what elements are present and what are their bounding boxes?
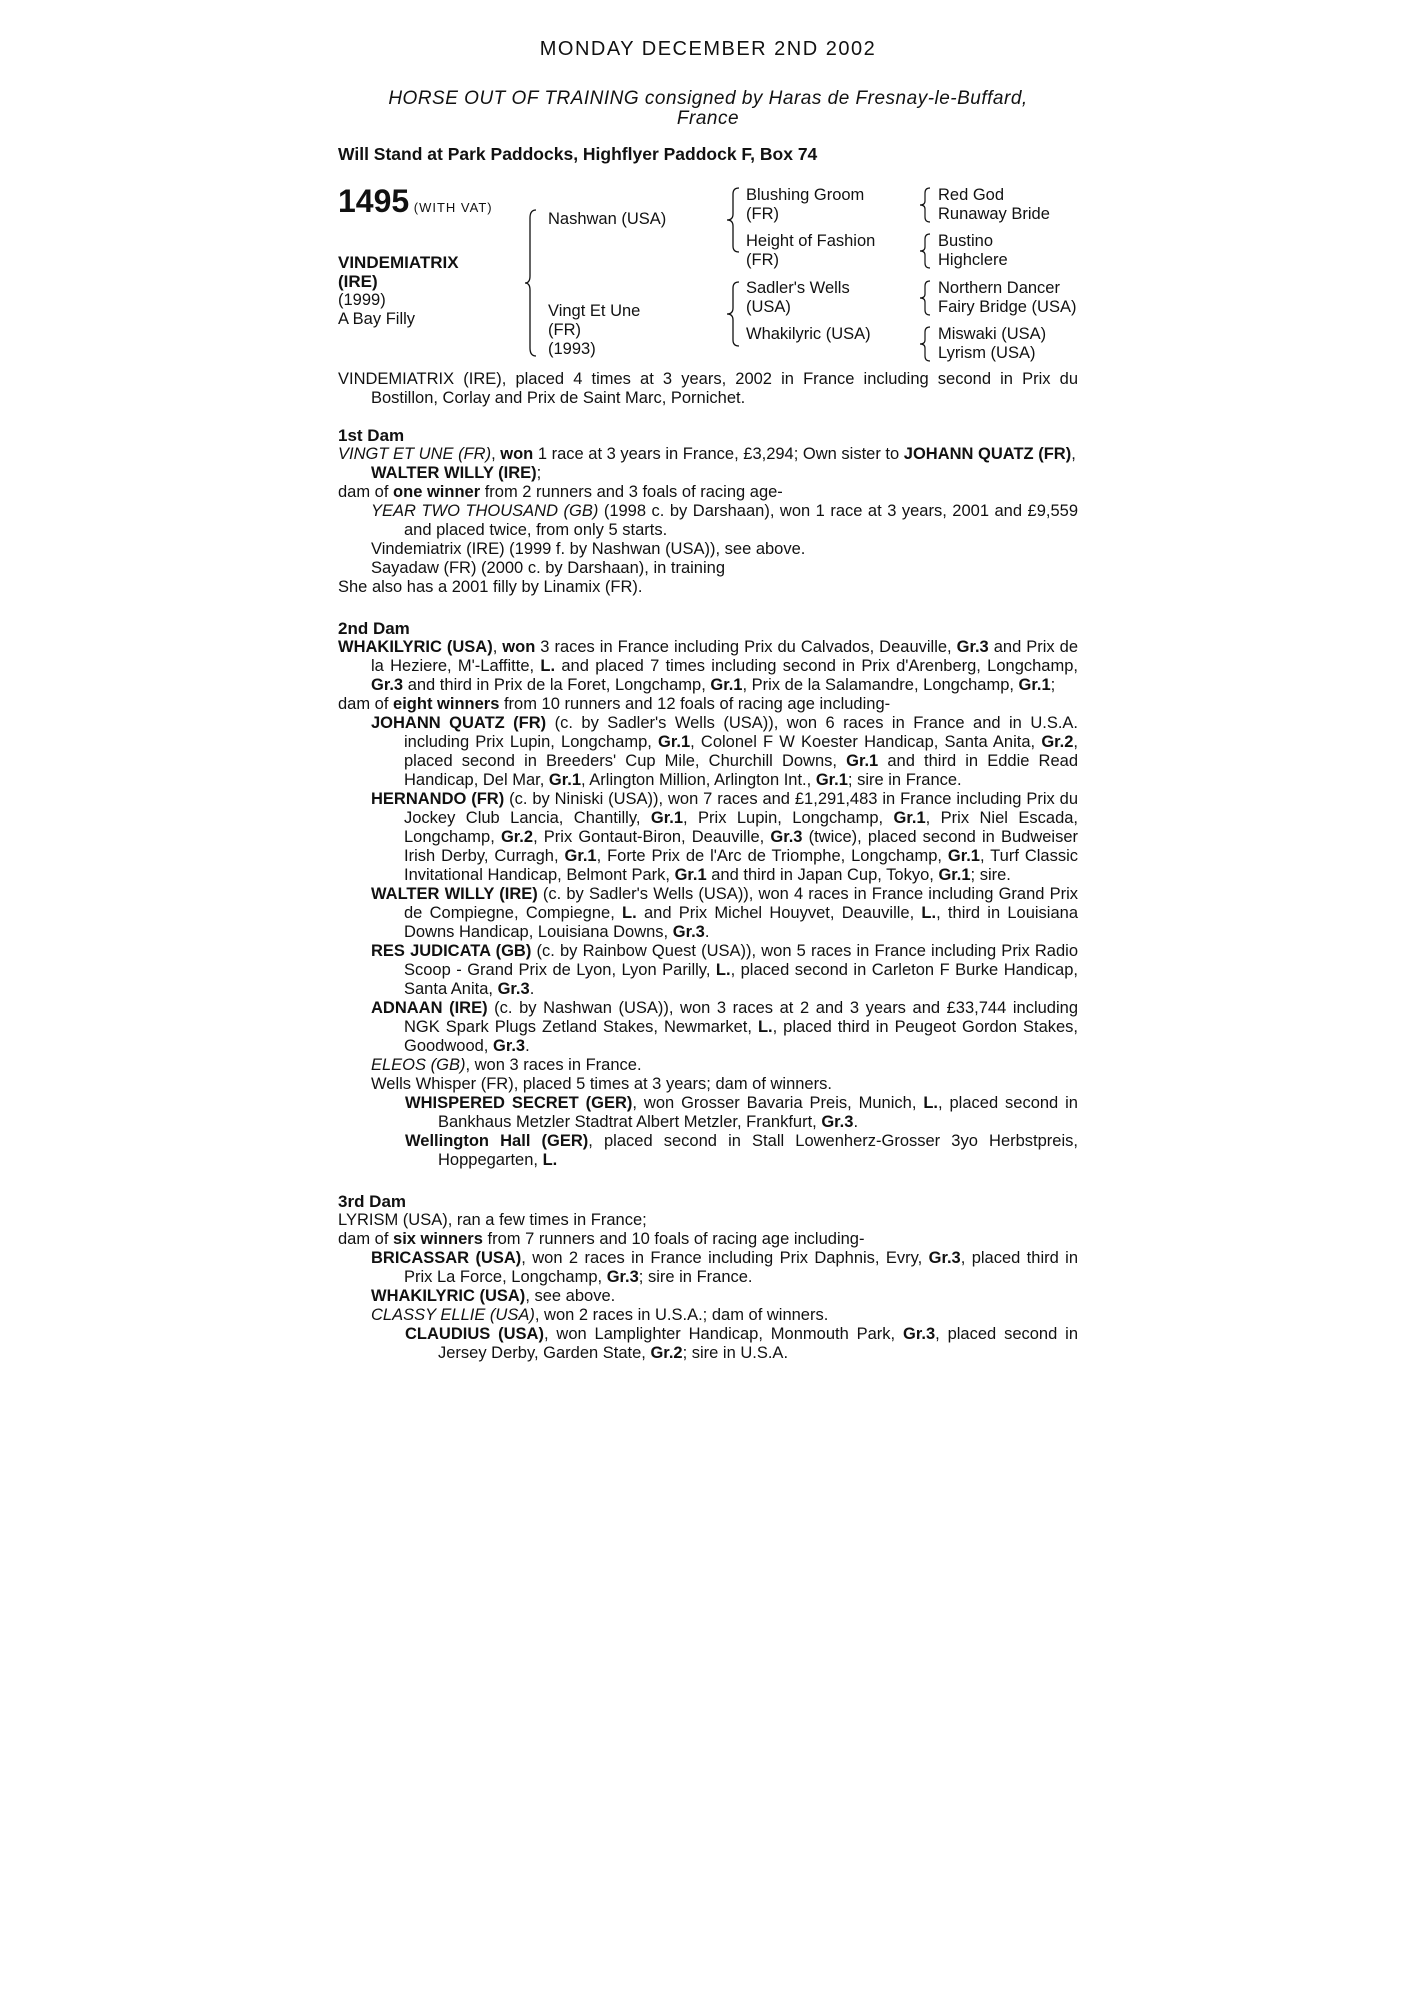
produce-entry-whispered-secret [338,1094,1078,1132]
won-label: won [502,638,536,656]
text: 3 races in France including Prix du Calvados, Deauville, [535,638,957,656]
brace-ss [918,186,932,224]
dam-of: dam of [338,483,394,501]
produce-entry-claudius [338,1325,1078,1363]
text: , Prix de la Salamandre, Longchamp, [742,676,1019,694]
text: , won Lamplighter Handicap, Monmouth Park, [543,1325,904,1343]
intro-text: 1 race at 3 years in France, £3,294; Own sister to [533,445,904,463]
produce-entry-walter-willy [338,885,1078,942]
text: and third in Prix de la Foret, Longchamp, [403,676,711,694]
text: (c. by Sadler's Wells (USA)), won 4 races in France including Grand Prix de Compiegne, Compiegne, [404,885,1078,922]
lot-number: 1495 [338,183,410,219]
produce-name: BRICASSAR (USA) [371,1249,522,1267]
dam [548,302,640,359]
grade: Gr.2 [650,1344,683,1362]
gg-ds-dam: Fairy Bridge (USA) [938,298,1077,316]
runners-count: from 2 runners and 3 foals of racing age- [480,483,783,501]
produce-name: CLAUDIUS (USA) [405,1325,544,1343]
brace-sd [918,232,932,270]
dam-name: VINGT ET UNE (FR) [338,445,492,463]
text: , placed second in Breeders' Cup Mile, Churchill Downs, [404,733,1079,770]
gg-sd-dam: Highclere [938,251,1008,269]
second-dam-heading: 2nd Dam [338,619,410,638]
grade: Gr.1 [893,809,926,827]
text: , placed second in Jersey Derby, Garden State, [438,1325,1078,1362]
text: (twice), placed second in Budweiser Irish Derby, Curragh, [404,828,1078,865]
third-dam-intro: LYRISM (USA), ran a few times in France; [338,1211,647,1229]
text: , won 2 races in U.S.A.; dam of winners. [534,1306,829,1324]
produce-entry: Vindemiatrix (IRE) (1999 f. by Nashwan (USA)), see above. [371,540,806,558]
dam-country: (FR) [548,321,581,339]
text: ; [1050,676,1056,694]
third-dam-produce-summary [338,1230,1078,1249]
grade: Gr.1 [846,752,879,770]
runners-count: from 10 runners and 12 foals of racing age including- [499,695,891,713]
grade: Gr.1 [938,866,971,884]
text: , Arlington Million, Arlington Int., [581,771,816,789]
lot-heading [338,183,508,219]
sep: , [492,638,503,656]
grade: Gr.1 [947,847,980,865]
produce-name: HERNANDO (FR) [371,790,505,808]
pedigree-table [338,180,1078,370]
text: , Prix Lupin, Longchamp, [683,809,894,827]
grade: Gr.1 [815,771,848,789]
grade: Gr.1 [1018,676,1051,694]
produce-entry [338,502,1078,540]
sire-brace [725,186,741,254]
dam-dam: Whakilyric (USA) [746,325,871,343]
grade: Gr.3 [672,923,705,941]
text: , Turf Classic Invitational Handicap, Belmont Park, [404,847,1078,884]
dam-brace [725,280,741,348]
text: , placed third in Peugeot Gordon Stakes, Goodwood, [404,1018,1079,1055]
grade: Gr.3 [371,676,404,694]
sire-sire-name: Blushing Groom [746,186,865,204]
text: ; sire in France. [638,1268,753,1286]
brace-dd [918,325,932,363]
produce-entry-wells-whisper: Wells Whisper (FR), placed 5 times at 3 years; dam of winners. [371,1075,832,1093]
grade: Gr.1 [710,676,743,694]
grade: Gr.3 [956,638,989,656]
lot-country: (IRE) [338,272,378,291]
text: (c. by Rainbow Quest (USA)), won 5 races in France including Prix Radio Scoop - Grand Prix de Lyon, Lyon Parilly, [404,942,1078,979]
text: , won 2 races in France including Prix Daphnis, Evry, [521,1249,929,1267]
text: and Prix de la Heziere, M'-Laffitte, [371,638,1078,675]
dam-name: Vingt Et Une [548,302,641,320]
dam-year: (1993) [548,340,596,358]
text: (c. by Sadler's Wells (USA)), won 6 races in France and in U.S.A. including Prix Lupin, Longchamp, [404,714,1078,751]
grade: Gr.2 [500,828,534,846]
grade: L. [540,657,556,675]
grade: L. [757,1018,773,1036]
first-dam-heading: 1st Dam [338,426,405,445]
produce-name: JOHANN QUATZ (FR) [371,714,547,732]
produce-entry-bricassar [338,1249,1078,1287]
text: and placed 7 times including second in Prix d'Arenberg, Longchamp, [555,657,1078,675]
text: , placed third in Prix La Force, Longchamp, [404,1249,1078,1286]
produce-entry-whakilyric [338,1287,1078,1306]
produce-name: WHISPERED SECRET (GER) [405,1094,633,1112]
produce-entry-wellington-hall [338,1132,1078,1170]
grade: Gr.3 [492,1037,526,1055]
third-dam-heading: 3rd Dam [338,1192,407,1211]
third-dam-section [338,1192,1078,1363]
main-brace [524,208,538,358]
produce-name: Wellington Hall (GER) [405,1132,589,1150]
text: ; sire in U.S.A. [682,1344,789,1362]
produce-name: YEAR TWO THOUSAND (GB) [371,502,599,520]
text: . [704,923,710,941]
additional-note: She also has a 2001 filly by Linamix (FR). [338,578,643,596]
grade: Gr.3 [903,1325,936,1343]
sire: Nashwan (USA) [548,210,667,228]
text: , Colonel F W Koester Handicap, Santa Anita, [690,733,1042,751]
grade: L. [622,904,637,922]
produce-entry-res-judicata [338,942,1078,999]
grade: Gr.3 [606,1268,639,1286]
produce-entry-eleos [338,1056,1078,1075]
text: , won Grosser Bavaria Preis, Munich, [632,1094,924,1112]
gg-dd-sire: Miswaki (USA) [938,325,1047,343]
winners-count: eight winners [393,695,500,713]
produce-name: ELEOS (GB) [371,1056,466,1074]
produce-name: ADNAAN (IRE) [371,999,488,1017]
text: . [529,980,535,998]
first-dam-produce-summary [338,483,1078,502]
gg-sd-sire: Bustino [938,232,994,250]
text: and third in Eddie Read Handicap, Del Mar, [404,752,1078,789]
produce-entry-classy-ellie [338,1306,1078,1325]
text: . [853,1113,859,1131]
text: , third in Louisiana Downs Handicap, Louisiana Downs, [404,904,1079,941]
winners-count: one winner [393,483,481,501]
produce-text: (1998 c. by Darshaan), won 1 race at 3 years, 2001 and £9,559 and placed twice, from only 5 starts. [404,502,1078,539]
dam-of: dam of [338,695,394,713]
lot-name: VINDEMIATRIX [338,253,459,272]
text: ; sire. [970,866,1011,884]
won-label: won [500,445,534,463]
dam-of: dam of [338,1230,394,1248]
grade: Gr.1 [650,809,683,827]
sire-sire-country: (FR) [746,205,779,223]
text: , placed second in Bankhaus Metzler Stadtrat Albert Metzler, Frankfurt, [438,1094,1078,1131]
vat-note: (WITH VAT) [413,200,493,215]
gg-sire-dam: Runaway Bride [938,205,1050,223]
grade: L. [542,1151,558,1169]
grade: Gr.3 [497,980,530,998]
race-summary: VINDEMIATRIX (IRE), placed 4 times at 3 years, 2002 in France including second in Prix du Bostillon, Corlay and Prix de Saint Marc, Pornichet. [338,370,1078,407]
sale-date: MONDAY DECEMBER 2ND 2002 [539,38,877,60]
dam-sire [746,279,850,317]
gg-sire-sire: Red God [938,186,1005,204]
lot-description: A Bay Filly [338,310,416,328]
text: , placed second in Stall Lowenherz-Grosser 3yo Herbstpreis, Hoppegarten, [438,1132,1078,1169]
second-dam-intro [338,638,1078,695]
grade: Gr.2 [1041,733,1074,751]
produce-name: RES JUDICATA (GB) [371,942,532,960]
text: (c. by Niniski (USA)), won 7 races and £1,291,483 in France including Prix du Jockey Club Lancia, Chantilly, [404,790,1078,827]
grade: Gr.1 [564,847,597,865]
text: , Forte Prix de l'Arc de Triomphe, Longchamp, [596,847,948,865]
first-dam-section [338,426,1078,597]
text: . [525,1037,530,1055]
text: and Prix Michel Houyvet, Deauville, [636,904,922,922]
produce-entry-adnaan [338,999,1078,1056]
sire-dam-name: Height of Fashion [746,232,876,250]
text: ; sire in France. [847,771,962,789]
grade: Gr.3 [928,1249,961,1267]
sire-dam-country: (FR) [746,251,779,269]
sibling-name: JOHANN QUATZ (FR) [903,445,1072,463]
grade: Gr.3 [770,828,803,846]
runners-count: from 7 runners and 10 foals of racing age including- [482,1230,865,1248]
text: (c. by Nashwan (USA)), won 3 races at 2 and 3 years and £33,744 including NGK Spark Plugs Zetland Stakes, Newmarket, [404,999,1078,1036]
dam-name: WHAKILYRIC (USA) [338,638,493,656]
produce-name: CLASSY ELLIE (USA) [371,1306,535,1324]
grade: Gr.3 [821,1113,854,1131]
lot-year: (1999) [338,291,386,309]
gg-ds-sire: Northern Dancer [938,279,1060,297]
text: and third in Japan Cup, Tokyo, [706,866,939,884]
grade: L. [923,1094,938,1112]
text: , Prix Niel Escada, Longchamp, [404,809,1079,846]
brace-ds [918,279,932,317]
text: , placed second in Carleton F Burke Handicap, Santa Anita, [404,961,1078,998]
produce-entry-hernando [338,790,1078,885]
grade: L. [715,961,731,979]
catalogue-page [338,40,1078,1363]
sire-dam [746,232,875,270]
sibling-name: WALTER WILLY (IRE) [371,464,537,482]
text: , see above. [525,1287,616,1305]
grade: Gr.1 [658,733,691,751]
consignor-line: HORSE OUT OF TRAINING consigned by Haras de Fresnay-le-Buffard, France [388,88,1028,129]
winners-count: six winners [393,1230,483,1248]
end: ; [536,464,542,482]
sep: , [1071,445,1076,463]
second-dam-produce-summary [338,695,1078,714]
grade: Gr.1 [548,771,582,789]
grade: Gr.1 [674,866,707,884]
produce-name: WHAKILYRIC (USA) [371,1287,526,1305]
dam-sire-name: Sadler's Wells [746,279,850,297]
second-dam-section [338,619,1078,1170]
grade: L. [921,904,937,922]
gg-dd-dam: Lyrism (USA) [938,344,1036,362]
text: , Prix Gontaut-Biron, Deauville, [533,828,771,846]
produce-entry: Sayadaw (FR) (2000 c. by Darshaan), in training [371,559,725,577]
text: , won 3 races in France. [465,1056,642,1074]
produce-name: WALTER WILLY (IRE) [371,885,538,903]
dam-sire-country: (USA) [746,298,791,316]
first-dam-intro: VINGT ET UNE (FR), won 1 race at 3 years in France, £3,294; Own sister to JOHANN QUATZ (FR), WALTER WILLY (IRE); [338,445,1076,482]
sire-sire [746,186,864,224]
produce-entry-johann-quatz [338,714,1078,790]
stand-location: Will Stand at Park Paddocks, Highflyer Paddock F, Box 74 [338,144,818,164]
